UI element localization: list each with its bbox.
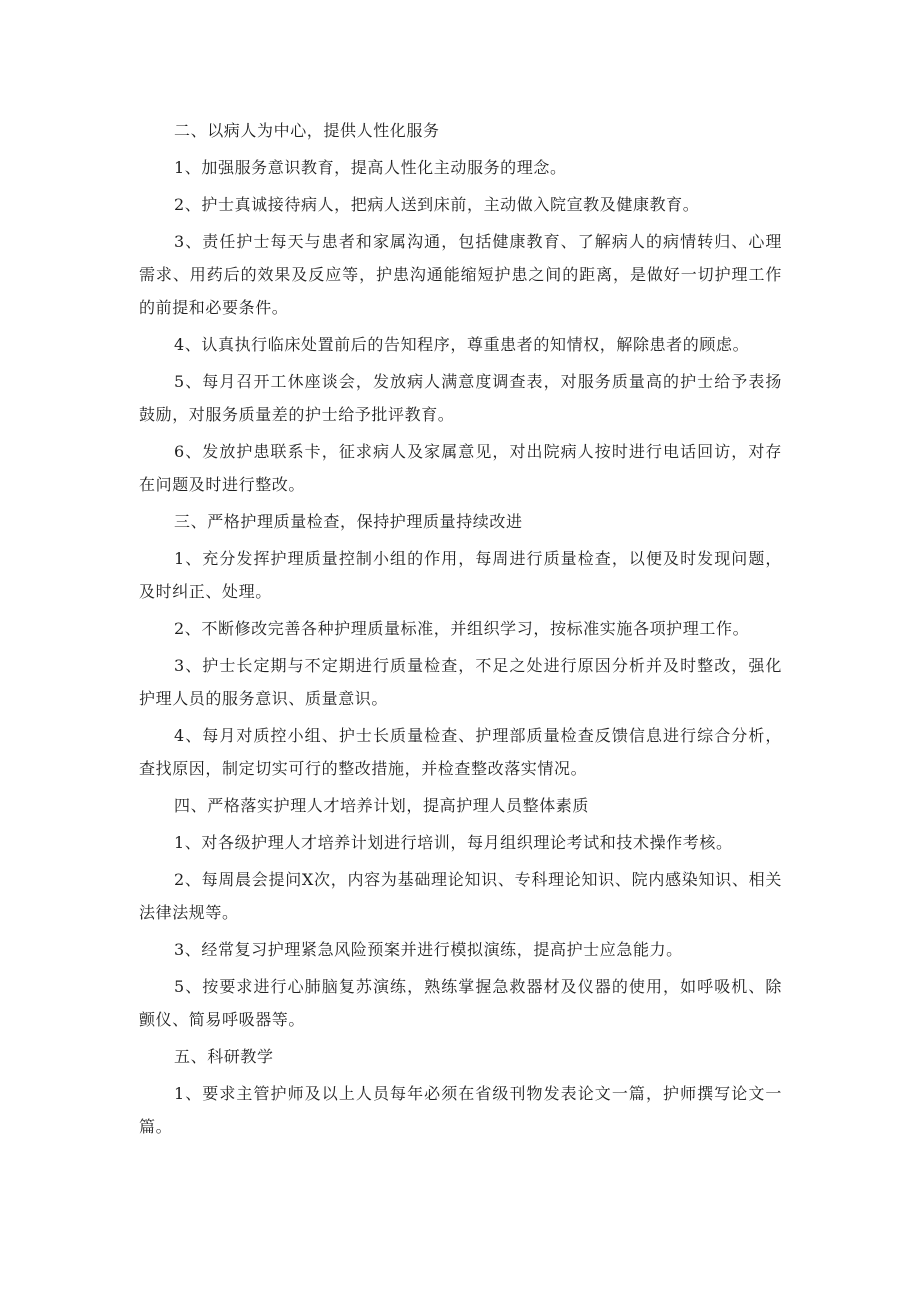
paragraph: 2、不断修改完善各种护理质量标准，并组织学习，按标准实施各项护理工作。 [174,619,750,638]
section-heading: 二、以病人为中心，提供人性化服务 [174,121,440,140]
paragraph: 5、每月召开工休座谈会，发放病人满意度调查表，对服务质量高的护士给予表扬鼓励，对服务质量差的护士给予批评教育。 [139,372,782,424]
section-heading: 五、科研教学 [174,1047,274,1066]
document-body [139,114,782,1147]
paragraph: 1、加强服务意识教育，提高人性化主动服务的理念。 [174,158,567,177]
paragraph: 4、认真执行临床处置前后的告知程序，尊重患者的知情权，解除患者的顾虑。 [174,335,750,354]
paragraph: 3、经常复习护理紧急风险预案并进行模拟演练，提高护士应急能力。 [174,940,683,959]
paragraph: 2、每周晨会提问X次，内容为基础理论知识、专科理论知识、院内感染知识、相关法律法规等。 [139,870,782,922]
paragraph: 1、对各级护理人才培养计划进行培训，每月组织理论考试和技术操作考核。 [174,833,733,852]
paragraph: 1、要求主管护师及以上人员每年必须在省级刊物发表论文一篇，护师撰写论文一篇。 [139,1084,782,1136]
paragraph: 3、责任护士每天与患者和家属沟通，包括健康教育、了解病人的病情转归、心理需求、用药后的效果及反应等，护患沟通能缩短护患之间的距离，是做好一切护理工作的前提和必要条件。 [139,232,782,317]
paragraph: 1、充分发挥护理质量控制小组的作用，每周进行质量检查，以便及时发现问题，及时纠正、处理。 [139,549,782,601]
paragraph: 5、按要求进行心肺脑复苏演练，熟练掌握急救器材及仪器的使用，如呼吸机、除颤仪、简易呼吸器等。 [139,977,782,1029]
paragraph: 6、发放护患联系卡，征求病人及家属意见，对出院病人按时进行电话回访，对存在问题及时进行整改。 [139,442,782,494]
section-heading: 三、严格护理质量检查，保持护理质量持续改进 [174,512,523,531]
paragraph: 2、护士真诚接待病人，把病人送到床前，主动做入院宣教及健康教育。 [174,195,700,214]
paragraph: 4、每月对质控小组、护士长质量检查、护理部质量检查反馈信息进行综合分析，查找原因，制定切实可行的整改措施，并检查整改落实情况。 [139,726,782,778]
section-heading: 四、严格落实护理人才培养计划，提高护理人员整体素质 [174,796,590,815]
paragraph: 3、护士长定期与不定期进行质量检查，不足之处进行原因分析并及时整改，强化护理人员的服务意识、质量意识。 [139,656,782,708]
